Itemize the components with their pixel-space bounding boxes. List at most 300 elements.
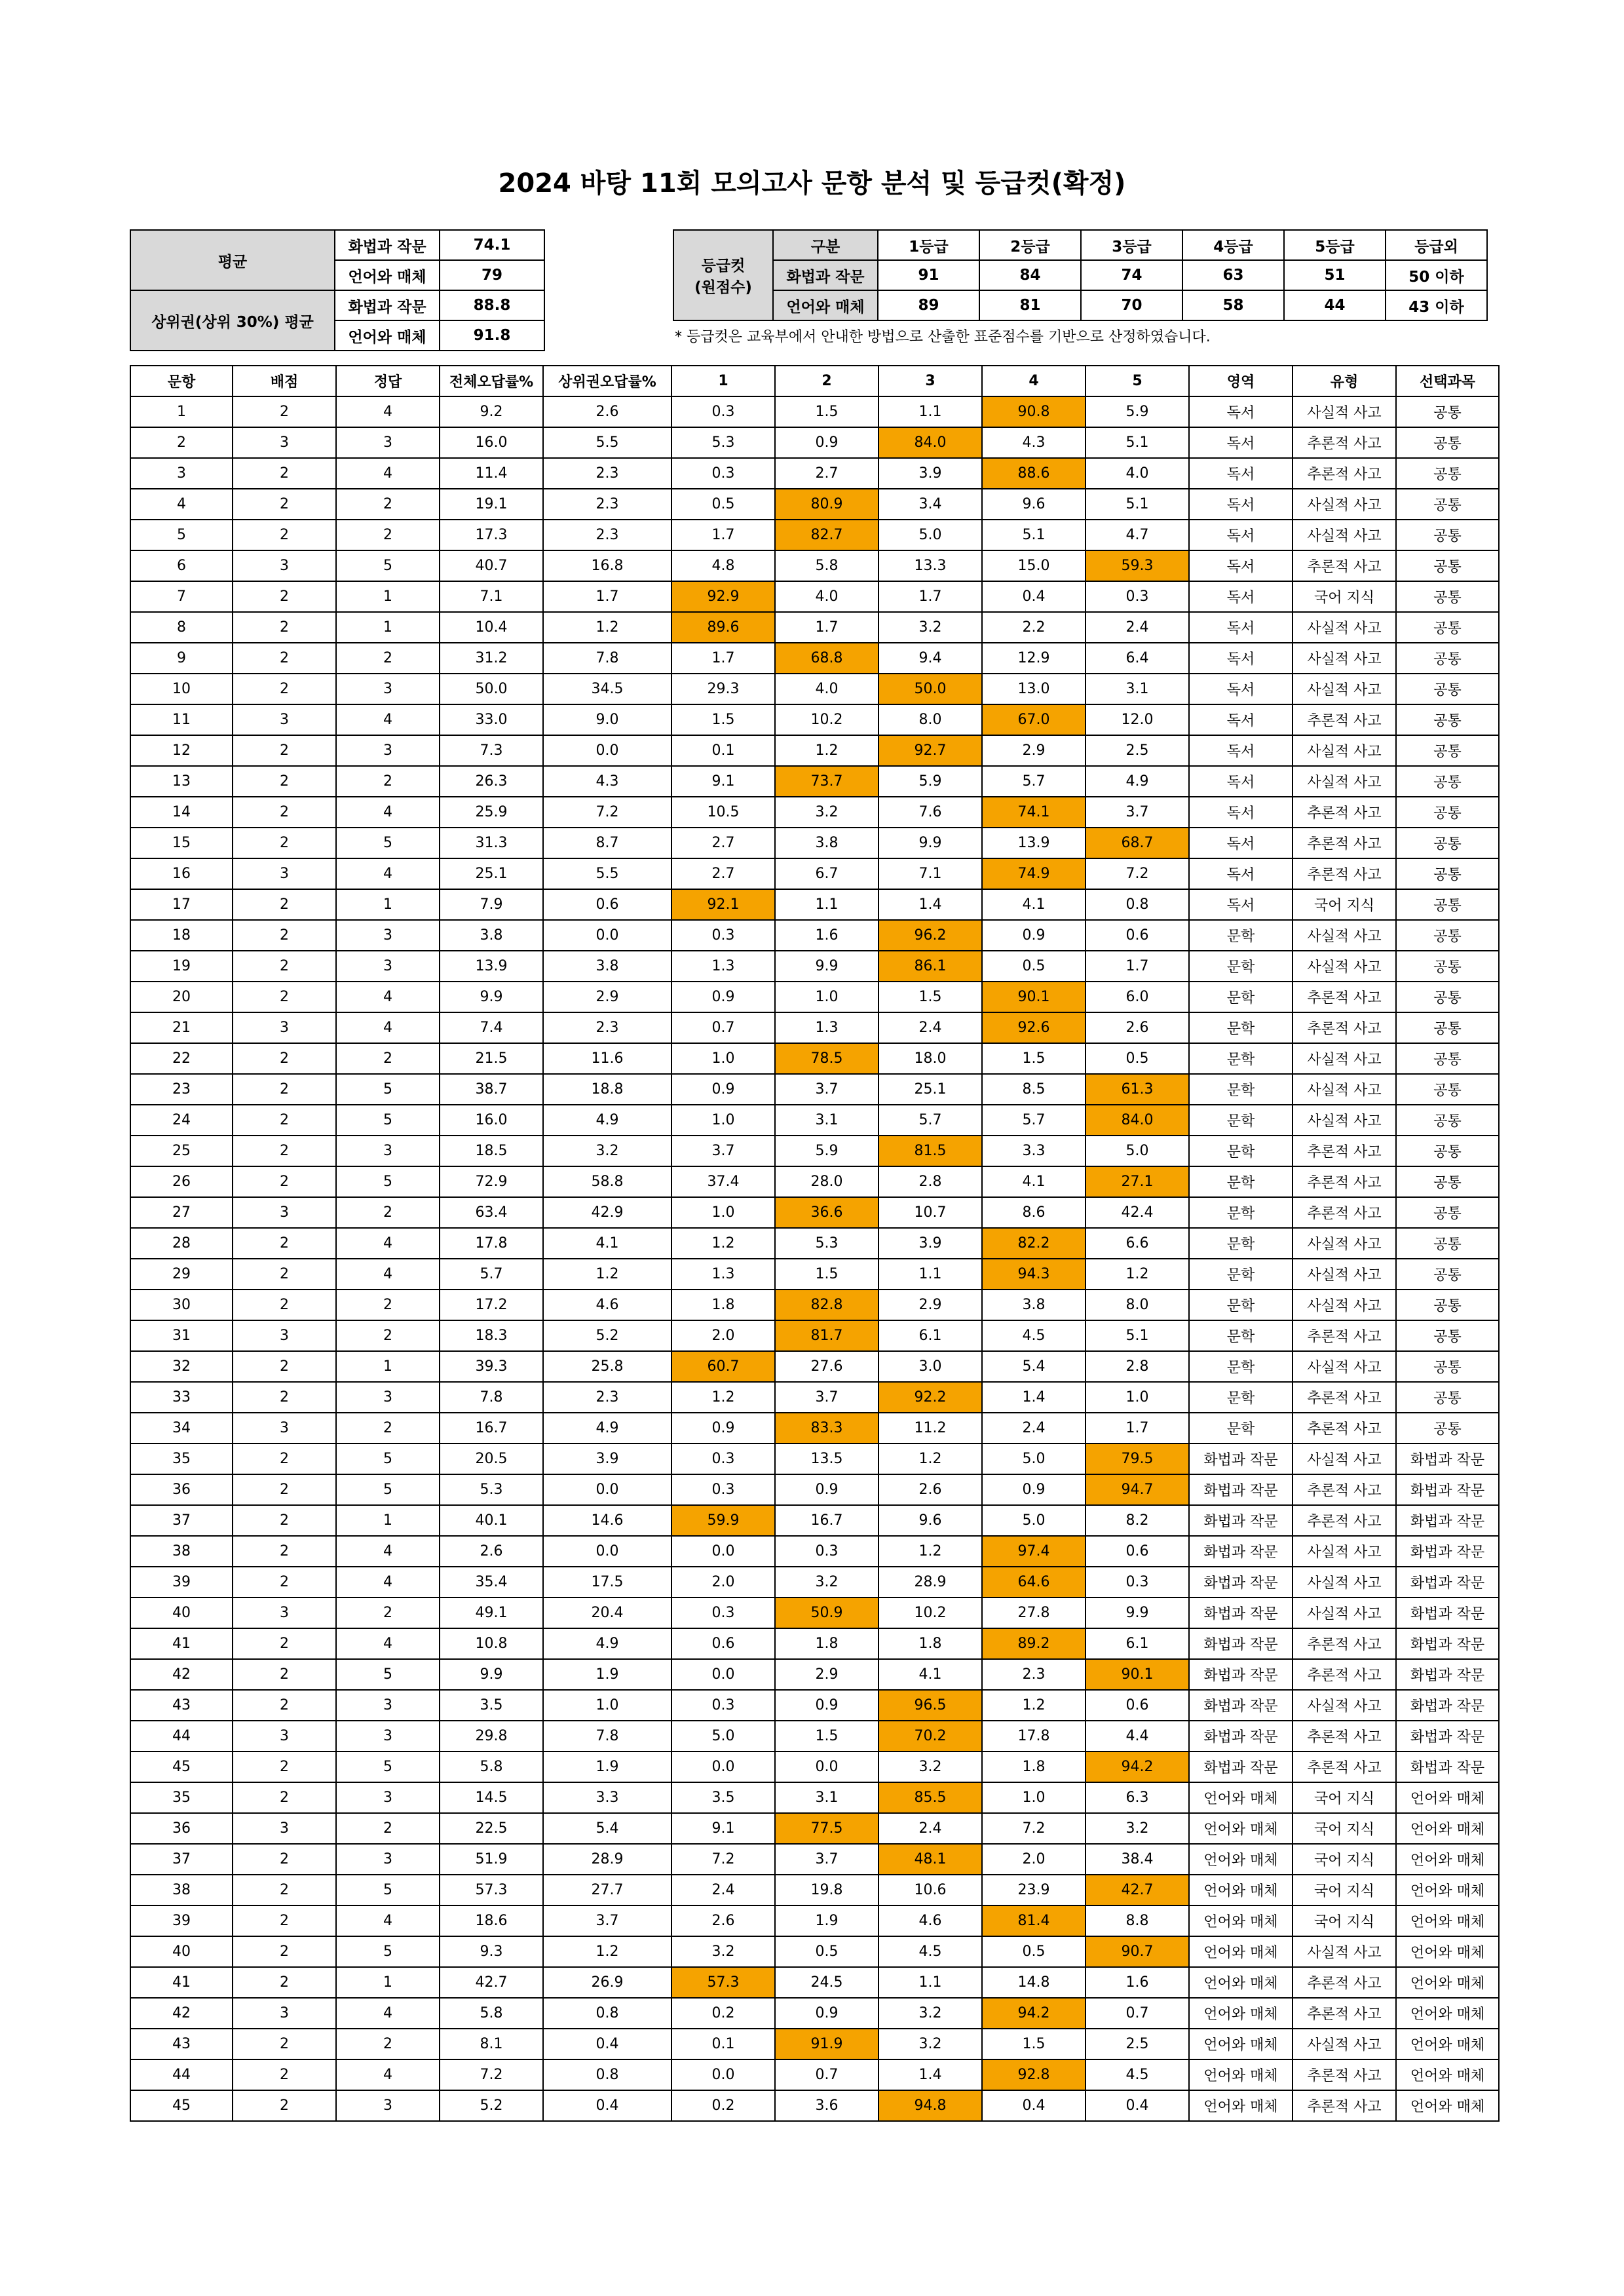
- table-cell: 2: [233, 2090, 336, 2121]
- table-cell: 2: [233, 1936, 336, 1967]
- table-cell: 9: [130, 643, 233, 674]
- table-row: [130, 766, 1499, 797]
- table-cell: 89.6: [671, 612, 775, 643]
- table-cell: 6.3: [1086, 1782, 1189, 1813]
- table-cell: 14: [130, 797, 233, 828]
- table-cell: 3.9: [543, 1444, 671, 1474]
- table-cell: 1: [336, 612, 440, 643]
- table-cell: 2.2: [982, 612, 1086, 643]
- table-cell: 28.9: [543, 1844, 671, 1875]
- table-cell: 사실적 사고: [1293, 396, 1396, 427]
- table-cell: 4: [336, 704, 440, 735]
- table-row: [130, 797, 1499, 828]
- table-cell: 화법과 작문: [1396, 1628, 1499, 1659]
- table-cell: 82.2: [982, 1228, 1086, 1259]
- page-title: 2024 바탕 11회 모의고사 문항 분석 및 등급컷(확정): [498, 168, 1126, 199]
- table-cell: 27.1: [1086, 1166, 1189, 1197]
- table-cell: 2: [233, 520, 336, 550]
- table-cell: 4.3: [982, 427, 1086, 458]
- table-cell: 3: [336, 1136, 440, 1166]
- table-row: [130, 2059, 1499, 2090]
- cutoff-label: 등급컷: [701, 258, 746, 275]
- table-cell: 1.5: [775, 396, 878, 427]
- table-cell: 사실적 사고: [1293, 766, 1396, 797]
- table-cell: 5.0: [878, 520, 982, 550]
- table-cell: 언어와 매체: [1396, 1813, 1499, 1844]
- table-cell: 0.7: [775, 2059, 878, 2090]
- table-cell: 공통: [1396, 550, 1499, 581]
- table-cell: 1.2: [543, 1259, 671, 1290]
- table-cell: 0.8: [1086, 889, 1189, 920]
- table-cell: 5.7: [440, 1259, 543, 1290]
- table-cell: 공통: [1396, 1351, 1499, 1382]
- table-cell: 0.9: [775, 1690, 878, 1721]
- table-cell: 언어와 매체: [1396, 2029, 1499, 2059]
- table-cell: 0.2: [671, 2090, 775, 2121]
- table-cell: 6.7: [775, 858, 878, 889]
- table-cell: 2: [336, 1320, 440, 1351]
- table-cell: 29.3: [671, 674, 775, 704]
- table-cell: 49.1: [440, 1598, 543, 1628]
- table-cell: 2: [336, 1413, 440, 1444]
- table-cell: 5.9: [775, 1136, 878, 1166]
- table-cell: 0.5: [982, 1936, 1086, 1967]
- table-cell: 0.3: [671, 396, 775, 427]
- table-cell: 1.7: [1086, 1413, 1189, 1444]
- table-cell: 5: [130, 520, 233, 550]
- table-cell: 0.6: [1086, 1536, 1189, 1567]
- table-cell: 4.0: [775, 674, 878, 704]
- column-header: 4: [982, 366, 1086, 396]
- table-cell: 4.1: [543, 1228, 671, 1259]
- table-row: [130, 704, 1499, 735]
- table-cell: 0.3: [1086, 1567, 1189, 1598]
- table-cell: 4.9: [543, 1413, 671, 1444]
- table-cell: 0.8: [543, 1998, 671, 2029]
- table-cell: 2: [233, 489, 336, 520]
- table-cell: 8: [130, 612, 233, 643]
- table-cell: 추론적 사고: [1293, 550, 1396, 581]
- table-cell: 33.0: [440, 704, 543, 735]
- table-cell: 공통: [1396, 520, 1499, 550]
- table-cell: 21: [130, 1012, 233, 1043]
- table-cell: 독서: [1189, 889, 1293, 920]
- table-cell: 국어 지식: [1293, 1875, 1396, 1905]
- table-cell: 1.7: [775, 612, 878, 643]
- table-cell: 2: [233, 735, 336, 766]
- table-cell: 4.3: [543, 766, 671, 797]
- table-row: [130, 1659, 1499, 1690]
- table-cell: 14.6: [543, 1505, 671, 1536]
- table-cell: 40: [130, 1598, 233, 1628]
- table-cell: 13.5: [775, 1444, 878, 1474]
- table-cell: 추론적 사고: [1293, 1721, 1396, 1751]
- table-cell: 3: [336, 2090, 440, 2121]
- table-cell: 2.6: [543, 396, 671, 427]
- table-cell: 2.4: [878, 1012, 982, 1043]
- table-cell: 1.0: [671, 1043, 775, 1074]
- table-cell: 5: [336, 1074, 440, 1105]
- table-cell: 68.8: [775, 643, 878, 674]
- average-score-table: [130, 229, 545, 351]
- table-cell: 18.6: [440, 1905, 543, 1936]
- table-cell: 1.5: [775, 1259, 878, 1290]
- table-cell: 추론적 사고: [1293, 2090, 1396, 2121]
- table-cell: 2: [233, 581, 336, 612]
- table-cell: 10.7: [878, 1197, 982, 1228]
- table-cell: 언어와 매체: [1189, 2029, 1293, 2059]
- table-row: [130, 2090, 1499, 2121]
- table-cell: 사실적 사고: [1293, 1074, 1396, 1105]
- column-header: 전체오답률%: [440, 366, 543, 396]
- table-cell: 화법과 작문: [1189, 1474, 1293, 1505]
- table-cell: 29.8: [440, 1721, 543, 1751]
- table-cell: 2: [233, 1628, 336, 1659]
- table-cell: 0.3: [671, 1690, 775, 1721]
- table-cell: 7.6: [878, 797, 982, 828]
- table-cell: 45: [130, 1751, 233, 1782]
- table-cell: 2.6: [440, 1536, 543, 1567]
- table-row: [130, 1228, 1499, 1259]
- table-cell: 추론적 사고: [1293, 1628, 1396, 1659]
- table-cell: 0.0: [543, 920, 671, 951]
- table-cell: 35: [130, 1444, 233, 1474]
- table-cell: 4.8: [671, 550, 775, 581]
- table-cell: 공통: [1396, 1166, 1499, 1197]
- table-cell: 3: [233, 858, 336, 889]
- table-cell: 4: [336, 1628, 440, 1659]
- table-cell: 1: [336, 581, 440, 612]
- table-cell: 4: [336, 858, 440, 889]
- table-cell: 5: [336, 1444, 440, 1474]
- table-cell: 언어와 매체: [1189, 2059, 1293, 2090]
- table-cell: 2: [233, 1905, 336, 1936]
- cutoff-value: 89: [878, 290, 979, 320]
- table-cell: 사실적 사고: [1293, 520, 1396, 550]
- table-cell: 4.9: [543, 1628, 671, 1659]
- table-cell: 0.5: [775, 1936, 878, 1967]
- table-row: [130, 1598, 1499, 1628]
- table-cell: 화법과 작문: [1189, 1598, 1293, 1628]
- table-cell: 1.5: [775, 1721, 878, 1751]
- table-cell: 3: [233, 1197, 336, 1228]
- table-cell: 2: [233, 1751, 336, 1782]
- table-cell: 추론적 사고: [1293, 427, 1396, 458]
- table-cell: 5.2: [543, 1320, 671, 1351]
- table-cell: 14.8: [982, 1967, 1086, 1998]
- table-cell: 문학: [1189, 1351, 1293, 1382]
- table-cell: 3: [336, 1690, 440, 1721]
- table-cell: 추론적 사고: [1293, 1197, 1396, 1228]
- table-cell: 50.9: [775, 1598, 878, 1628]
- table-cell: 48.1: [878, 1844, 982, 1875]
- table-cell: 독서: [1189, 612, 1293, 643]
- table-cell: 4: [336, 1536, 440, 1567]
- table-cell: 16.0: [440, 427, 543, 458]
- table-cell: 3: [233, 1413, 336, 1444]
- table-cell: 0.5: [982, 951, 1086, 982]
- table-cell: 6: [130, 550, 233, 581]
- table-cell: 5: [336, 550, 440, 581]
- table-row: [130, 290, 544, 320]
- table-cell: 1.9: [775, 1905, 878, 1936]
- table-cell: 3: [233, 1998, 336, 2029]
- table-row: [130, 489, 1499, 520]
- table-cell: 5.3: [775, 1228, 878, 1259]
- table-cell: 문학: [1189, 982, 1293, 1012]
- table-cell: 59.9: [671, 1505, 775, 1536]
- table-cell: 58.8: [543, 1166, 671, 1197]
- table-cell: 4: [336, 1567, 440, 1598]
- table-cell: 1.4: [982, 1382, 1086, 1413]
- table-cell: 4.7: [1086, 520, 1189, 550]
- table-cell: 2: [233, 1967, 336, 1998]
- cutoff-note: * 등급컷은 교육부에서 안내한 방법으로 산출한 표준점수를 기반으로 산정하였습니다.: [675, 329, 1211, 345]
- table-row: [130, 858, 1499, 889]
- table-cell: 공통: [1396, 396, 1499, 427]
- table-row: [130, 230, 544, 260]
- table-cell: 2: [233, 1536, 336, 1567]
- subject-label: 언어와 매체: [335, 320, 440, 351]
- table-cell: 92.2: [878, 1382, 982, 1413]
- subject-label: 화법과 작문: [335, 290, 440, 320]
- table-cell: 화법과 작문: [1189, 1505, 1293, 1536]
- table-cell: 97.4: [982, 1536, 1086, 1567]
- table-cell: 57.3: [671, 1967, 775, 1998]
- table-cell: 23: [130, 1074, 233, 1105]
- table-cell: 2: [233, 1228, 336, 1259]
- column-header: 2: [775, 366, 878, 396]
- table-row: [130, 1690, 1499, 1721]
- table-cell: 67.0: [982, 704, 1086, 735]
- table-cell: 32: [130, 1351, 233, 1382]
- table-cell: 83.3: [775, 1413, 878, 1444]
- table-cell: 화법과 작문: [1189, 1659, 1293, 1690]
- subject-label: 화법과 작문: [773, 260, 878, 290]
- table-cell: 27.8: [982, 1598, 1086, 1628]
- table-cell: 42.7: [1086, 1875, 1189, 1905]
- table-cell: 4.1: [982, 1166, 1086, 1197]
- table-cell: 7.1: [440, 581, 543, 612]
- table-cell: 2: [336, 1290, 440, 1320]
- table-cell: 28.9: [878, 1567, 982, 1598]
- table-cell: 0.3: [1086, 581, 1189, 612]
- cutoff-value: 63: [1182, 260, 1284, 290]
- table-cell: 19: [130, 951, 233, 982]
- table-cell: 10.5: [671, 797, 775, 828]
- table-cell: 2: [233, 674, 336, 704]
- table-row: [130, 1197, 1499, 1228]
- column-header: 1등급: [878, 230, 979, 260]
- table-cell: 40: [130, 1936, 233, 1967]
- table-cell: 2.7: [671, 858, 775, 889]
- table-cell: 4: [336, 1905, 440, 1936]
- table-cell: 89.2: [982, 1628, 1086, 1659]
- table-cell: 5.5: [543, 858, 671, 889]
- table-cell: 0.0: [543, 735, 671, 766]
- table-cell: 공통: [1396, 674, 1499, 704]
- table-cell: 2: [233, 1105, 336, 1136]
- table-cell: 35: [130, 1782, 233, 1813]
- table-cell: 언어와 매체: [1396, 1967, 1499, 1998]
- table-cell: 화법과 작문: [1396, 1690, 1499, 1721]
- table-cell: 1.8: [982, 1751, 1086, 1782]
- table-cell: 17.8: [982, 1721, 1086, 1751]
- table-row: [130, 889, 1499, 920]
- table-cell: 사실적 사고: [1293, 1105, 1396, 1136]
- table-cell: 0.9: [775, 1474, 878, 1505]
- table-cell: 독서: [1189, 797, 1293, 828]
- table-cell: 2.6: [1086, 1012, 1189, 1043]
- table-cell: 3.2: [775, 797, 878, 828]
- table-cell: 7.2: [671, 1844, 775, 1875]
- table-cell: 1.8: [671, 1290, 775, 1320]
- table-cell: 7.1: [878, 858, 982, 889]
- table-cell: 사실적 사고: [1293, 1936, 1396, 1967]
- table-cell: 공통: [1396, 489, 1499, 520]
- table-cell: 1.0: [671, 1105, 775, 1136]
- table-row: [130, 674, 1499, 704]
- table-cell: 9.6: [982, 489, 1086, 520]
- table-cell: 7.2: [982, 1813, 1086, 1844]
- table-row: [130, 1936, 1499, 1967]
- table-cell: 31.3: [440, 828, 543, 858]
- table-cell: 5: [336, 1105, 440, 1136]
- item-analysis-table: [130, 365, 1500, 2122]
- table-cell: 1.0: [1086, 1382, 1189, 1413]
- table-cell: 3.0: [878, 1351, 982, 1382]
- table-cell: 1.6: [1086, 1967, 1189, 1998]
- table-cell: 0.9: [671, 982, 775, 1012]
- table-cell: 5.8: [775, 550, 878, 581]
- table-cell: 96.5: [878, 1690, 982, 1721]
- table-cell: 41: [130, 1628, 233, 1659]
- table-cell: 1.0: [982, 1782, 1086, 1813]
- table-cell: 10.2: [878, 1598, 982, 1628]
- table-cell: 38.7: [440, 1074, 543, 1105]
- table-cell: 1.1: [775, 889, 878, 920]
- cutoff-value: 84: [979, 260, 1081, 290]
- table-cell: 22: [130, 1043, 233, 1074]
- table-cell: 2: [233, 1782, 336, 1813]
- table-cell: 1.7: [543, 581, 671, 612]
- table-cell: 7.2: [543, 797, 671, 828]
- table-cell: 언어와 매체: [1396, 2059, 1499, 2090]
- table-cell: 3.5: [671, 1782, 775, 1813]
- table-cell: 공통: [1396, 704, 1499, 735]
- table-cell: 4.5: [982, 1320, 1086, 1351]
- table-cell: 39.3: [440, 1351, 543, 1382]
- table-cell: 6.6: [1086, 1228, 1189, 1259]
- table-cell: 42: [130, 1998, 233, 2029]
- table-cell: 1.1: [878, 396, 982, 427]
- table-cell: 문학: [1189, 1074, 1293, 1105]
- top-average-label: 상위권(상위 30%) 평균: [130, 290, 335, 351]
- table-cell: 5.2: [440, 2090, 543, 2121]
- table-cell: 2.5: [1086, 2029, 1189, 2059]
- table-row: [130, 1751, 1499, 1782]
- table-cell: 44: [130, 1721, 233, 1751]
- table-cell: 9.9: [775, 951, 878, 982]
- column-header: 구분: [773, 230, 878, 260]
- table-cell: 9.6: [878, 1505, 982, 1536]
- table-cell: 3.7: [775, 1844, 878, 1875]
- table-row: [130, 1351, 1499, 1382]
- table-row: [130, 1290, 1499, 1320]
- table-cell: 3: [336, 674, 440, 704]
- table-cell: 18.5: [440, 1136, 543, 1166]
- table-cell: 3.9: [878, 1228, 982, 1259]
- table-cell: 81.7: [775, 1320, 878, 1351]
- table-cell: 0.0: [671, 1659, 775, 1690]
- table-cell: 사실적 사고: [1293, 1690, 1396, 1721]
- table-cell: 2: [336, 520, 440, 550]
- table-cell: 41: [130, 1967, 233, 1998]
- table-cell: 1.7: [671, 643, 775, 674]
- table-cell: 1.2: [543, 1936, 671, 1967]
- table-row: [130, 1905, 1499, 1936]
- table-cell: 3: [233, 1012, 336, 1043]
- table-cell: 7: [130, 581, 233, 612]
- average-value: 74.1: [440, 230, 544, 260]
- table-cell: 74.1: [982, 797, 1086, 828]
- cutoff-side-label: [673, 230, 773, 320]
- table-cell: 5.3: [671, 427, 775, 458]
- table-cell: 4: [336, 1259, 440, 1290]
- table-cell: 9.9: [440, 1659, 543, 1690]
- average-value: 79: [440, 260, 544, 290]
- table-cell: 언어와 매체: [1189, 1998, 1293, 2029]
- table-cell: 독서: [1189, 550, 1293, 581]
- table-cell: 0.6: [671, 1628, 775, 1659]
- cutoff-value: 44: [1284, 290, 1386, 320]
- table-cell: 94.2: [982, 1998, 1086, 2029]
- table-row: [673, 290, 1487, 320]
- table-cell: 4.5: [878, 1936, 982, 1967]
- table-cell: 84.0: [1086, 1105, 1189, 1136]
- table-cell: 0.9: [982, 920, 1086, 951]
- table-cell: 추론적 사고: [1293, 797, 1396, 828]
- table-cell: 78.5: [775, 1043, 878, 1074]
- table-cell: 94.3: [982, 1259, 1086, 1290]
- table-cell: 5: [336, 1875, 440, 1905]
- table-cell: 8.1: [440, 2029, 543, 2059]
- column-header: 선택과목: [1396, 366, 1499, 396]
- table-cell: 추론적 사고: [1293, 1967, 1396, 1998]
- table-cell: 추론적 사고: [1293, 1474, 1396, 1505]
- table-cell: 사실적 사고: [1293, 643, 1396, 674]
- table-cell: 화법과 작문: [1396, 1505, 1499, 1536]
- table-cell: 3.1: [1086, 674, 1189, 704]
- table-cell: 공통: [1396, 1382, 1499, 1413]
- table-cell: 3: [336, 920, 440, 951]
- table-cell: 50.0: [440, 674, 543, 704]
- table-cell: 7.8: [440, 1382, 543, 1413]
- table-cell: 추론적 사고: [1293, 1998, 1396, 2029]
- table-cell: 0.0: [671, 1536, 775, 1567]
- table-cell: 공통: [1396, 1259, 1499, 1290]
- table-row: [130, 951, 1499, 982]
- table-cell: 문학: [1189, 1166, 1293, 1197]
- table-cell: 1.0: [671, 1197, 775, 1228]
- table-cell: 언어와 매체: [1189, 1905, 1293, 1936]
- table-cell: 35.4: [440, 1567, 543, 1598]
- table-cell: 5: [336, 1659, 440, 1690]
- table-cell: 38: [130, 1875, 233, 1905]
- table-cell: 82.7: [775, 520, 878, 550]
- table-cell: 77.5: [775, 1813, 878, 1844]
- table-cell: 9.2: [440, 396, 543, 427]
